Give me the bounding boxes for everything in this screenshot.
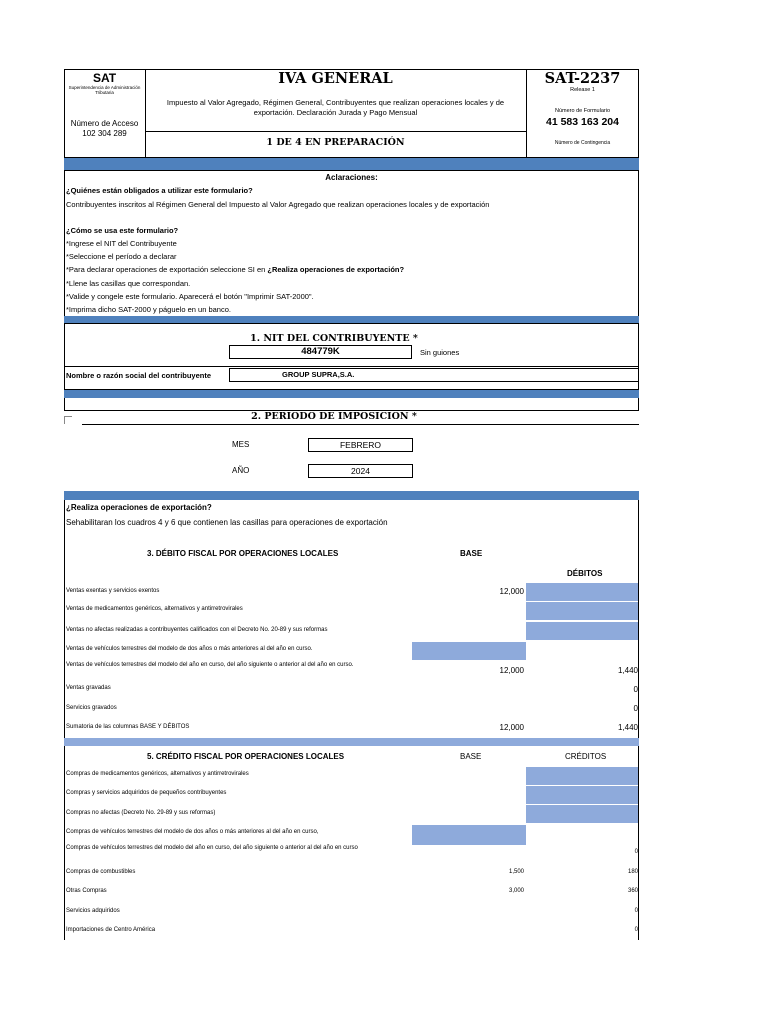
credito-row-value: 0 [634,927,638,933]
credito-row-label: Servicios adquiridos [66,908,120,914]
step-3 [66,265,404,274]
credito-base-header: BASE [460,752,482,761]
credito-row-label: Compras de vehículos terrestres del modelo del año en curso, del año siguiente o anterior al del año en curso [66,845,358,851]
checkbox-corner-icon[interactable] [64,416,72,424]
credito-title: 5. CRÉDITO FISCAL POR OPERACIONES LOCALES [147,752,345,761]
contingency-label: Número de Contingencia [554,140,611,146]
debito-row-value: 0 [633,704,638,713]
credito-row-value: 360 [627,888,638,894]
step-2: *Seleccione el período a declarar [66,252,177,261]
nit-input[interactable]: 484779K [229,345,412,359]
form-code: SAT-2237 [544,70,621,87]
form-number-label: Número de Formulario [554,108,611,114]
release-label: Release 1 [570,87,595,93]
debito-row-label: Servicios gravados [66,705,117,711]
credito-row-label: Importaciones de Centro América [66,927,156,933]
debito-row-label: Ventas gravadas [66,685,111,691]
debito-row-label: Ventas de medicamentos genéricos, alternativos y antirretrovirales [66,606,243,612]
debito-row-label: Ventas exentas y servicios exentos [66,588,160,594]
aclaraciones-title: Aclaraciones: [325,173,378,182]
name-input[interactable]: GROUP SUPRA,S.A. [229,368,639,382]
form-status: 1 DE 4 EN PREPARACIÓN [266,137,405,148]
debito-total-label: Sumatoria de las columnas BASE Y DÉBITOS [66,724,190,730]
question-how: ¿Cómo se usa este formulario? [66,226,179,235]
debitos-header: DÉBITOS [567,569,603,578]
credito-row-base[interactable]: 3,000 [508,888,524,894]
anio-label: AÑO [232,466,250,475]
org-name: SAT [92,71,117,85]
credito-row-value: 180 [627,869,638,875]
access-label: Número de Acceso [70,119,139,128]
right-border [638,500,639,940]
periodo-underline [82,424,639,425]
debito-total-base: 12,000 [499,723,524,732]
debito-input-cell[interactable] [526,622,638,640]
credito-input-cell[interactable] [526,767,638,785]
credito-row-label: Compras de medicamentos genéricos, alternativos y antirretrovirales [66,771,249,777]
debito-input-cell[interactable] [526,602,638,620]
export-note: Sehabilitaran los cuadros 4 y 6 que contienen las casillas para operaciones de exportación [66,518,388,527]
form-number: 41 583 163 204 [546,116,619,128]
credito-base-input-cell[interactable] [412,825,526,845]
step-3-text: *Para declarar operaciones de exportación seleccione SI en [66,265,268,274]
question-who: ¿Quiénes están obligados a utilizar este formulario? [66,186,253,195]
anio-select[interactable]: 2024 [308,464,413,478]
header-divider-h [145,131,526,132]
credito-input-cell[interactable] [526,805,638,823]
debito-row-label: Ventas no afectas realizadas a contribuyentes calificados con el Decreto No. 20-89 y sus reformas [66,627,328,633]
credito-input-cell[interactable] [526,786,638,804]
debito-row-label: Ventas de vehículos terrestres del modelo del año en curso, del año siguiente o anterior al del año en curso. [66,662,354,668]
mes-select[interactable]: FEBRERO [308,438,413,452]
credito-row-label: Compras no afectas (Decreto No. 29-89 y sus reformas) [66,810,216,816]
step-4: *Llene las casillas que correspondan. [66,279,191,288]
debito-input-cell[interactable] [526,583,638,601]
name-label: Nombre o razón social del contribuyente [66,371,212,380]
section-bar [64,738,639,746]
credito-row-label: Compras de combustibles [66,869,136,875]
credito-row-label: Compras de vehículos terrestres del modelo de dos años o más anteriores al del año en curso, [66,829,319,835]
debito-row-label: Ventas de vehículos terrestres del modelo de dos años o más anteriores al del año en curso. [66,646,313,652]
nit-divider [64,366,639,367]
section-bar [64,390,639,398]
form-title: IVA GENERAL [278,70,393,87]
credito-row-label: Compras y servicios adquiridos de pequeños contribuyentes [66,790,227,796]
credito-row-label: Otras Compras [66,888,107,894]
step-5: *Valide y congele este formulario. Aparecerá el botón "Imprimir SAT-2000". [66,292,314,301]
periodo-title: 2. PERIODO DE IMPOSICION * [251,411,417,422]
debito-row-base[interactable]: 12,000 [499,587,524,596]
debito-total-value: 1,440 [617,723,638,732]
section-bar [64,158,639,170]
access-number: 102 304 289 [82,129,127,138]
answer-who: Contribuyentes inscritos al Régimen General del Impuesto al Valor Agregado que realizan operaciones locales y de exportación [66,200,490,209]
export-question: ¿Realiza operaciones de exportación? [66,503,212,512]
credito-row-value: 0 [634,908,638,914]
debito-row-base[interactable]: 12,000 [499,666,524,675]
debito-base-input-cell[interactable] [412,642,526,660]
form-description: Impuesto al Valor Agregado, Régimen General, Contribuyentes que realizan operaciones locales y de exportación. Declaración Jurada y Pago Mensual [166,98,505,117]
section-bar [64,491,639,500]
debito-row-value: 1,440 [617,666,638,675]
nit-title: 1. NIT DEL CONTRIBUYENTE * [250,333,418,344]
section-bar [64,316,639,323]
debito-title: 3. DÉBITO FISCAL POR OPERACIONES LOCALES [147,549,339,558]
debito-base-header: BASE [460,549,483,558]
org-subtitle: Superintendencia de Administración Tributaria [68,85,141,95]
mes-label: MES [232,440,250,449]
step-3-bold: ¿Realiza operaciones de exportación? [267,265,405,274]
debito-row-value: 0 [633,685,638,694]
credito-row-value: 0 [634,849,638,855]
creditos-header: CRÉDITOS [565,752,607,761]
credito-row-base[interactable]: 1,500 [508,869,524,875]
step-6: *Imprima dicho SAT-2000 y páguelo en un banco. [66,305,231,314]
spacer-row [64,398,639,411]
step-1: *Ingrese el NIT del Contribuyente [66,239,177,248]
nit-hint: Sin guiones [420,348,460,357]
left-border [64,500,65,940]
